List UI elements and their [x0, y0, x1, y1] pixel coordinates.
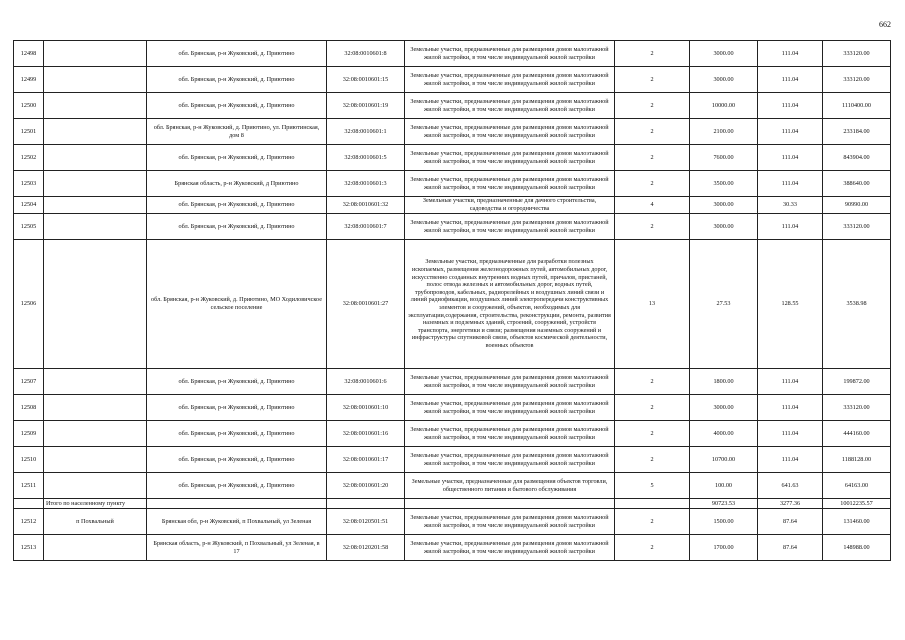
- settlement-cell: [44, 395, 147, 421]
- group-cell: 2: [615, 535, 690, 561]
- land-purpose-cell: Земельные участки, предназначенные для размещения домов малоэтажной жилой застройки, в том числе индивидуальной жилой застройки: [405, 145, 615, 171]
- specific-value-cell: 111.04: [758, 67, 823, 93]
- cadastral-number-cell: 32:08:0010601:6: [327, 369, 405, 395]
- land-purpose-cell: Земельные участки, предназначенные для размещения домов малоэтажной жилой застройки, в том числе индивидуальной жилой застройки: [405, 171, 615, 197]
- row-number-cell: 12511: [14, 473, 44, 499]
- cadastral-value-cell: 333120.00: [823, 214, 891, 240]
- cadastral-number-cell: 32:08:0010601:20: [327, 473, 405, 499]
- settlement-cell: [44, 119, 147, 145]
- group-cell: 2: [615, 214, 690, 240]
- settlement-cell: [44, 93, 147, 119]
- specific-value-cell: 87.64: [758, 509, 823, 535]
- land-purpose-cell: Земельные участки, предназначенные для размещения домов малоэтажной жилой застройки, в том числе индивидуальной жилой застройки: [405, 93, 615, 119]
- table-row: [14, 369, 891, 395]
- specific-value-cell: 111.04: [758, 214, 823, 240]
- cadastral-value-cell: 1110400.00: [823, 93, 891, 119]
- row-number-cell: 12510: [14, 447, 44, 473]
- land-registry-table: [13, 40, 891, 561]
- total-cadastral-value-cell: 10012235.57: [823, 499, 891, 509]
- address-cell: обл. Брянская, р-н Жуковский, д. Приютино: [147, 145, 327, 171]
- address-cell: обл. Брянская, р-н Жуковский, д. Приютино: [147, 214, 327, 240]
- settlement-cell: п Похвальный: [44, 509, 147, 535]
- cadastral-number-cell: 32:08:0010601:27: [327, 240, 405, 369]
- table-row: [14, 67, 891, 93]
- address-cell: обл. Брянская, р-н Жуковский, д. Приютино: [147, 41, 327, 67]
- settlement-cell: [44, 145, 147, 171]
- address-cell: обл. Брянская, р-н Жуковский, д. Приютино: [147, 421, 327, 447]
- land-purpose-cell: Земельные участки, предназначенные для размещения домов малоэтажной жилой застройки, в том числе индивидуальной жилой застройки: [405, 119, 615, 145]
- total-specific-value-cell: 3277.36: [758, 499, 823, 509]
- cadastral-value-cell: 388640.00: [823, 171, 891, 197]
- cadastral-number-cell: 32:08:0010601:19: [327, 93, 405, 119]
- group-cell: 2: [615, 447, 690, 473]
- table-row: [14, 214, 891, 240]
- settlement-cell: [44, 369, 147, 395]
- row-number-cell: 12512: [14, 509, 44, 535]
- specific-value-cell: 128.55: [758, 240, 823, 369]
- group-cell: 2: [615, 509, 690, 535]
- table-row: [14, 41, 891, 67]
- group-cell: 2: [615, 421, 690, 447]
- row-number-cell: 12507: [14, 369, 44, 395]
- area-cell: 3500.00: [690, 171, 758, 197]
- land-purpose-cell: Земельные участки, предназначенные для дачного строительства, садоводства и огородничества: [405, 197, 615, 214]
- row-number-cell: 12503: [14, 171, 44, 197]
- table-row: [14, 509, 891, 535]
- cadastral-number-cell: 32:08:0120201:58: [327, 535, 405, 561]
- land-purpose-cell: Земельные участки, предназначенные для размещения домов малоэтажной жилой застройки, в том числе индивидуальной жилой застройки: [405, 509, 615, 535]
- table-row: [14, 197, 891, 214]
- cadastral-value-cell: 90990.00: [823, 197, 891, 214]
- area-cell: 3000.00: [690, 395, 758, 421]
- settlement-cell: [44, 41, 147, 67]
- area-cell: 10000.00: [690, 93, 758, 119]
- specific-value-cell: 111.04: [758, 421, 823, 447]
- group-cell: 2: [615, 119, 690, 145]
- land-purpose-cell: Земельные участки, предназначенные для разработки полезных ископаемых, размещения железнодорожных путей, автомобильных дорог, искусственно созданных внутренних водных путей, причалов, пристаней, полос отвода железных и автомобильных дорог, водных путей, трубопроводов, кабельных, радиорелейных и воздушных линий связи и линий радиофикации, воздушных линий электропередачи конструктивных элементов и сооружений, объектов, необходимых для эксплуатации,содержания, строительства, реконструкции, ремонта, развития наземных и подземных зданий, строений, сооружений, устройств транспорта, энергетики и связи; размещения наземных сооружений и инфраструктуры спутниковой связи, объектов космической деятельности, военных объектов: [405, 240, 615, 369]
- cadastral-value-cell: 148988.00: [823, 535, 891, 561]
- settlement-cell: [44, 473, 147, 499]
- empty-cell: [14, 499, 44, 509]
- cadastral-number-cell: 32:08:0010601:16: [327, 421, 405, 447]
- area-cell: 4000.00: [690, 421, 758, 447]
- cadastral-value-cell: 333120.00: [823, 41, 891, 67]
- cadastral-number-cell: 32:08:0010601:15: [327, 67, 405, 93]
- group-cell: 2: [615, 93, 690, 119]
- group-cell: 2: [615, 67, 690, 93]
- table-row: [14, 395, 891, 421]
- row-number-cell: 12509: [14, 421, 44, 447]
- page-number: 662: [879, 20, 891, 29]
- address-cell: обл. Брянская, р-н Жуковский, д. Приютино: [147, 93, 327, 119]
- settlement-cell: [44, 421, 147, 447]
- area-cell: 100.00: [690, 473, 758, 499]
- specific-value-cell: 111.04: [758, 171, 823, 197]
- area-cell: 2100.00: [690, 119, 758, 145]
- specific-value-cell: 111.04: [758, 93, 823, 119]
- address-cell: Брянская обл, р-н Жуковский, п Похвальный, ул Зеленая: [147, 509, 327, 535]
- land-purpose-cell: Земельные участки, предназначенные для размещения домов малоэтажной жилой застройки, в том числе индивидуальной жилой застройки: [405, 535, 615, 561]
- specific-value-cell: 111.04: [758, 447, 823, 473]
- cadastral-value-cell: 1188128.00: [823, 447, 891, 473]
- land-purpose-cell: Земельные участки, предназначенные для размещения домов малоэтажной жилой застройки, в том числе индивидуальной жилой застройки: [405, 395, 615, 421]
- row-number-cell: 12505: [14, 214, 44, 240]
- total-area-cell: 90723.53: [690, 499, 758, 509]
- address-cell: обл. Брянская, р-н Жуковский, д. Приютино, МО Ходиловичское сельское поселение: [147, 240, 327, 369]
- land-purpose-cell: Земельные участки, предназначенные для размещения домов малоэтажной жилой застройки, в том числе индивидуальной жилой застройки: [405, 369, 615, 395]
- cadastral-value-cell: 333120.00: [823, 395, 891, 421]
- cadastral-value-cell: 131460.00: [823, 509, 891, 535]
- registry-body: [14, 41, 891, 561]
- row-number-cell: 12500: [14, 93, 44, 119]
- cadastral-value-cell: 444160.00: [823, 421, 891, 447]
- table-row: [14, 447, 891, 473]
- group-cell: 2: [615, 369, 690, 395]
- land-purpose-cell: Земельные участки, предназначенные для размещения домов малоэтажной жилой застройки, в том числе индивидуальной жилой застройки: [405, 447, 615, 473]
- area-cell: 1500.00: [690, 509, 758, 535]
- land-purpose-cell: Земельные участки, предназначенные для размещения домов малоэтажной жилой застройки, в том числе индивидуальной жилой застройки: [405, 41, 615, 67]
- cadastral-number-cell: 32:08:0010601:5: [327, 145, 405, 171]
- area-cell: 1700.00: [690, 535, 758, 561]
- settlement-cell: [44, 171, 147, 197]
- land-purpose-cell: Земельные участки, предназначенные для размещения домов малоэтажной жилой застройки, в том числе индивидуальной жилой застройки: [405, 214, 615, 240]
- table-row: [14, 119, 891, 145]
- specific-value-cell: 111.04: [758, 119, 823, 145]
- row-number-cell: 12501: [14, 119, 44, 145]
- settlement-cell: [44, 240, 147, 369]
- group-cell: 5: [615, 473, 690, 499]
- specific-value-cell: 30.33: [758, 197, 823, 214]
- land-purpose-cell: Земельные участки, предназначенные для размещения объектов торговли, общественного питания и бытового обслуживания: [405, 473, 615, 499]
- group-cell: 4: [615, 197, 690, 214]
- specific-value-cell: 87.64: [758, 535, 823, 561]
- cadastral-value-cell: 64163.00: [823, 473, 891, 499]
- group-cell: 13: [615, 240, 690, 369]
- settlement-cell: [44, 535, 147, 561]
- area-cell: 1800.00: [690, 369, 758, 395]
- address-cell: обл. Брянская, р-н Жуковский, д. Приютино: [147, 447, 327, 473]
- cadastral-number-cell: 32:08:0010601:8: [327, 41, 405, 67]
- table-row: [14, 240, 891, 369]
- group-cell: 2: [615, 41, 690, 67]
- cadastral-number-cell: 32:08:0120501:51: [327, 509, 405, 535]
- row-number-cell: 12498: [14, 41, 44, 67]
- address-cell: обл. Брянская, р-н Жуковский, д. Приютино, ул. Приютинская, дом 8: [147, 119, 327, 145]
- area-cell: 3000.00: [690, 67, 758, 93]
- empty-cell: [327, 499, 405, 509]
- specific-value-cell: 111.04: [758, 395, 823, 421]
- address-cell: обл. Брянская, р-н Жуковский, д. Приютино: [147, 395, 327, 421]
- row-number-cell: 12508: [14, 395, 44, 421]
- settlement-cell: [44, 197, 147, 214]
- specific-value-cell: 641.63: [758, 473, 823, 499]
- address-cell: Брянская область, р-н Жуковский, д Приютино: [147, 171, 327, 197]
- table-row: [14, 171, 891, 197]
- address-cell: обл. Брянская, р-н Жуковский, д. Приютино: [147, 67, 327, 93]
- cadastral-number-cell: 32:08:0010601:3: [327, 171, 405, 197]
- cadastral-number-cell: 32:08:0010601:32: [327, 197, 405, 214]
- row-number-cell: 12513: [14, 535, 44, 561]
- row-number-cell: 12502: [14, 145, 44, 171]
- cadastral-value-cell: 233184.00: [823, 119, 891, 145]
- land-purpose-cell: Земельные участки, предназначенные для размещения домов малоэтажной жилой застройки, в том числе индивидуальной жилой застройки: [405, 67, 615, 93]
- cadastral-value-cell: 3538.98: [823, 240, 891, 369]
- cadastral-number-cell: 32:08:0010601:17: [327, 447, 405, 473]
- area-cell: 7600.00: [690, 145, 758, 171]
- table-row: [14, 145, 891, 171]
- group-cell: 2: [615, 171, 690, 197]
- cadastral-number-cell: 32:08:0010601:10: [327, 395, 405, 421]
- empty-cell: [147, 499, 327, 509]
- settlement-cell: [44, 214, 147, 240]
- empty-cell: [405, 499, 615, 509]
- address-cell: обл. Брянская, р-н Жуковский, д. Приютино: [147, 369, 327, 395]
- row-number-cell: 12504: [14, 197, 44, 214]
- specific-value-cell: 111.04: [758, 145, 823, 171]
- settlement-cell: [44, 67, 147, 93]
- cadastral-value-cell: 843904.00: [823, 145, 891, 171]
- area-cell: 27.53: [690, 240, 758, 369]
- area-cell: 3000.00: [690, 214, 758, 240]
- cadastral-value-cell: 333120.00: [823, 67, 891, 93]
- address-cell: обл. Брянская, р-н Жуковский, д. Приютино: [147, 473, 327, 499]
- specific-value-cell: 111.04: [758, 369, 823, 395]
- settlement-cell: [44, 447, 147, 473]
- address-cell: обл. Брянская, р-н Жуковский, д. Приютино: [147, 197, 327, 214]
- area-cell: 3000.00: [690, 197, 758, 214]
- land-purpose-cell: Земельные участки, предназначенные для размещения домов малоэтажной жилой застройки, в том числе индивидуальной жилой застройки: [405, 421, 615, 447]
- cadastral-number-cell: 32:08:0010601:1: [327, 119, 405, 145]
- area-cell: 10700.00: [690, 447, 758, 473]
- group-cell: 2: [615, 145, 690, 171]
- table-row: [14, 93, 891, 119]
- table-row: [14, 535, 891, 561]
- total-label-cell: Итого по населенному пункту: [44, 499, 147, 509]
- address-cell: Брянская область, р-н Жуковский, п Похвальный, ул Зеленая, в 17: [147, 535, 327, 561]
- area-cell: 3000.00: [690, 41, 758, 67]
- empty-cell: [615, 499, 690, 509]
- specific-value-cell: 111.04: [758, 41, 823, 67]
- table-row: [14, 473, 891, 499]
- row-number-cell: 12499: [14, 67, 44, 93]
- total-row: [14, 499, 891, 509]
- group-cell: 2: [615, 395, 690, 421]
- cadastral-value-cell: 199872.00: [823, 369, 891, 395]
- cadastral-number-cell: 32:08:0010601:7: [327, 214, 405, 240]
- row-number-cell: 12506: [14, 240, 44, 369]
- table-row: [14, 421, 891, 447]
